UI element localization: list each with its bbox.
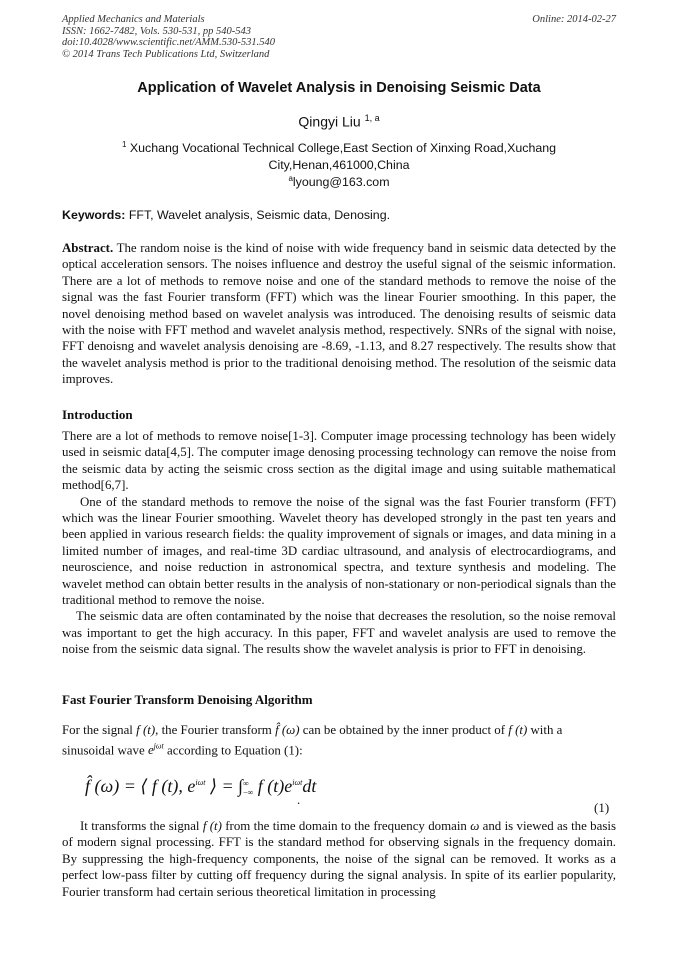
symbol-exponential: [148, 743, 164, 757]
text-run: according to Equation (1):: [167, 743, 303, 758]
eq-dot: .: [297, 792, 301, 807]
text-run: For the signal: [62, 723, 133, 737]
keywords-label: Keywords:: [62, 208, 126, 222]
copyright-line: © 2014 Trans Tech Publications Ltd, Switzerland: [62, 48, 270, 60]
abstract: [62, 240, 616, 388]
eq-exp: iωt: [195, 778, 206, 787]
online-date: Online: 2014-02-27: [532, 14, 616, 25]
symbol-f-t: f (t): [508, 723, 528, 737]
eq-dt: dt: [302, 776, 317, 796]
equation-1: [85, 776, 317, 807]
keywords: [62, 208, 616, 222]
eq-upper-limit: ∞: [243, 778, 249, 788]
text-run: with a: [530, 723, 563, 737]
symbol-f-t: f (t): [136, 723, 156, 737]
text-run: It transforms the signal: [80, 819, 200, 833]
intro-paragraph: One of the standard methods to remove the noise of the signal was the fast Fourier transform (FFT) which was the linear Fourier smoothing. Wavelet theory has developed strongly in the past ten years and been applied in various research fields: the quality improvement of signals or images, and data mining in a limited number of images, and real-time 3D cardiac ultrasound, and analysis of electrocardiograms, and neuroscience, and noise reduction in astronomical spectra, and texture synthesis and modeling. The wavelet method can obtain better results in the analysis of non-stationary or non-periodical signals than the traditional method to remove the noise.: [62, 494, 616, 608]
fft-line-1: [62, 722, 616, 738]
fft-body: [62, 818, 616, 900]
eq-limits: [243, 779, 253, 797]
eq-rhs-exp: iωt: [292, 778, 303, 787]
author-line: [62, 113, 616, 130]
introduction-body: [62, 428, 616, 658]
eq-rhs: f (t)e: [253, 776, 293, 796]
abstract-text: The random noise is the kind of noise with wide frequency band in seismic data detected by the optical acceleration sensors. The noises influence and destroy the useful signal of the seismic information. There are a lot of methods to remove noise and one of the standard methods to remove the noise of the signal was the fast Fourier transform (FFT) which was the linear Fourier smoothing. In this paper, the novel denoising method based on wavelet analysis was introduced. The denoising results of seismic data with the noise with FFT method and wavelet analysis method, respectively. SNRs of the signal with noise, FFT denoisng and wavelet analysis denoising are -8.69, -1.13, and 8.27 respectively. The results show that the wavelet analysis method is prior to the traditional denoising method. The resolution of the seismic data improves.: [62, 241, 616, 387]
keywords-text: FFT, Wavelet analysis, Seismic data, Denosing.: [128, 208, 391, 222]
symbol-exponent: jωt: [153, 742, 164, 751]
author-sup: 1, a: [364, 113, 380, 123]
paper-title: Application of Wavelet Analysis in Denoising Seismic Data: [137, 80, 541, 96]
introduction-heading: Introduction: [62, 407, 133, 422]
abstract-label: Abstract.: [62, 241, 114, 255]
symbol-f-hat-omega: f̂ (ω): [275, 723, 300, 737]
journal-name: Applied Mechanics and Materials: [62, 14, 205, 25]
text-run: , the Fourier transform: [155, 723, 272, 737]
email-sup: a: [288, 174, 293, 183]
text-run: sinusoidal wave: [62, 743, 145, 758]
text-run: from the time domain to the frequency domain: [225, 819, 467, 833]
affiliation-text: Xuchang Vocational Technical College,East Section of Xinxing Road,Xuchang City,Henan,461000,China: [129, 141, 557, 173]
symbol-e: e: [147, 743, 154, 758]
eq-lower-limit: −∞: [243, 787, 254, 797]
fft-heading: Fast Fourier Transform Denoising Algorithm: [62, 692, 313, 707]
fft-line-2: [62, 742, 616, 758]
eq-integral: ⟩ = ∫: [205, 776, 244, 796]
author-name: Qingyi Liu: [298, 113, 361, 130]
affiliation-sup: 1: [121, 140, 127, 149]
doi-line: doi:10.4028/www.scientific.net/AMM.530-531.540: [62, 37, 275, 48]
journal-header: [62, 14, 616, 60]
email-text: lyoung@163.com: [292, 175, 390, 190]
text-run: can be obtained by the inner product of: [302, 723, 506, 737]
symbol-omega: ω: [470, 819, 480, 833]
intro-paragraph: There are a lot of methods to remove noise[1-3]. Computer image processing technology has been widely used in seismic data[4,5]. The computer image denosing processing technology can remove the noise from the seismic data by acting the seismic cross section as the digital image and using suitable mathematical method[6,7].: [62, 429, 616, 493]
issn-line: ISSN: 1662-7482, Vols. 530-531, pp 540-543: [62, 25, 251, 37]
equation-number: (1): [594, 800, 610, 815]
symbol-f-t: f (t): [202, 819, 222, 833]
intro-paragraph: The seismic data are often contaminated by the noise that decreases the resolution, so the noise removal was important to get the high accuracy. In this paper, FFT and wavelet analysis are used to remove the noise from the seismic data signal. The results show the wavelet analysis is prior to FFT in denoising.: [62, 609, 616, 657]
affiliation: [100, 136, 578, 174]
text-run: and is viewed as the basis of modern signal processing. FFT is the standard method for observing signals in the frequency domain. By suppressing the high-frequency components, the noise of the signal can be removed. It works as a perfect low-pass filter by cutting off frequency during the signal analysis. In spite of its earlier popularity, Fourier transform had certain serious theoretical limitation in processing: [62, 819, 616, 899]
author-email: [62, 174, 616, 189]
eq-lhs: f̂ (ω) = ⟨ f (t), e: [85, 776, 196, 796]
